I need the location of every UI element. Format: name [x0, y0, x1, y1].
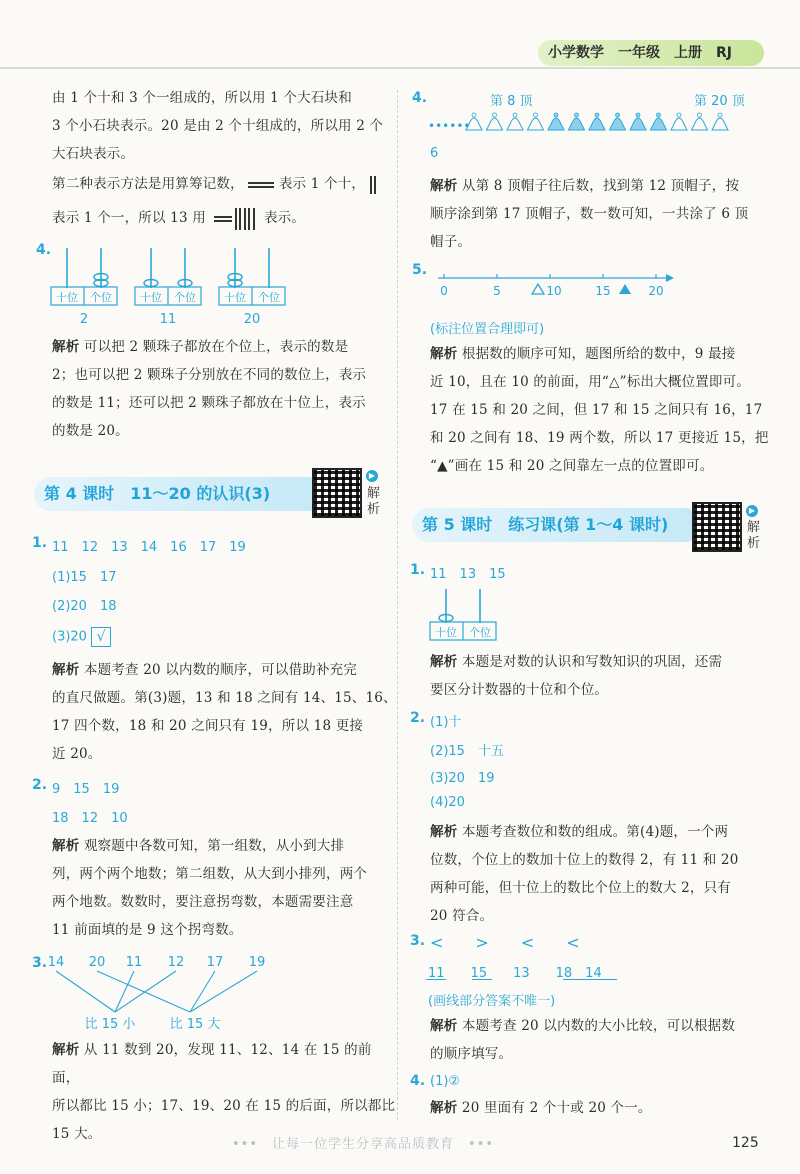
hat-icon [630, 118, 646, 130]
solid-triangle-marker [619, 284, 631, 294]
hat-pompom-icon [616, 113, 620, 117]
footer-slogan: ••• 让每一位学生分享高品质教育 ••• [232, 1137, 495, 1152]
right-q5-note: (标注位置合理即可) [430, 322, 545, 337]
abacus-2-ones-label: 个位 [174, 291, 196, 304]
abacus-2-value: 11 [159, 312, 177, 327]
abacus-group [45, 240, 295, 330]
diagram-num: 11 [125, 955, 143, 970]
column-divider [397, 90, 398, 1120]
hat-icon [712, 118, 728, 130]
right-q3-number: 3. [410, 933, 426, 949]
hat-20-label: 第 20 顶 [694, 94, 745, 109]
left-q2-number: 2. [32, 777, 48, 793]
abacus-1-ones-label: 个位 [90, 291, 112, 304]
play-icon[interactable]: ▶ [366, 470, 378, 482]
hat-pompom-icon [595, 113, 599, 117]
ones-label: 个位 [469, 626, 491, 639]
right-q3-nums: 11 15 13 18 14 [428, 966, 602, 981]
header-subject: 小学数学 一年级 上册 RJ [538, 40, 764, 66]
tick-label: 5 [493, 284, 501, 298]
underline [563, 979, 617, 980]
diagram-num: 14 [47, 955, 65, 970]
hat-pompom-icon [575, 113, 579, 117]
right-q3-note: (画线部分答案不唯一) [428, 994, 556, 1009]
section-5-title: 第 5 课时 练习课(第 1～4 课时) [412, 508, 692, 542]
left-q2-row2: 18 12 10 [52, 811, 128, 826]
tick-label: 10 [546, 284, 562, 298]
qr-code-icon[interactable] [692, 502, 742, 552]
hat-pompom-icon [493, 113, 497, 117]
left-para2: 第二种表示方法是用算筹记数， 表示 1 个十， 表示 1 个一，所以 13 用 表示。 [52, 170, 397, 232]
abacus-1-tens-label: 十位 [56, 291, 78, 304]
left-q3-number: 3. [32, 955, 48, 971]
hat-icon [528, 118, 544, 130]
right-q5-number: 5. [412, 262, 428, 278]
right-q4-answer: 6 [430, 146, 439, 161]
right-q4b-number: 4. [410, 1073, 426, 1089]
hat-pompom-icon [636, 113, 640, 117]
right-q2-number: 2. [410, 710, 426, 726]
hollow-triangle-marker [532, 284, 544, 294]
tick-label: 20 [648, 284, 664, 298]
right-q3-analysis: 解析 本题考查 20 以内数的大小比较，可以根据数 的顺序填写。 [430, 1018, 736, 1062]
right-q2-analysis: 解析 本题考查数位和数的组成。第(4)题，一个两 位数，个位上的数加十位上的数得 2，有 11 和 20 两种可能，但十位上的数比个位上的数大 2，只有 20 符合。 [430, 824, 739, 924]
tens-label: 十位 [435, 626, 457, 639]
less-than-15-label: 比 15 小 [84, 1017, 136, 1032]
header-rule [0, 67, 800, 69]
hat-icon [692, 118, 708, 130]
right-q5-analysis: 解析 根据数的顺序可知，题图所给的数中，9 最接 近 10，且在 10 的前面，用“△”标出大概位置即可。 17 在 15 和 20 之间，但 17 和 15 之间只有 16，17 和 20 之间有 18、19 两个数，所以 17 更接近 15，把 “▲”画在 15 和 20 之间靠左一点的位置即可。 [430, 346, 769, 474]
left-q1-seq: 11 12 13 14 16 17 19 [52, 540, 246, 555]
tick-label: 0 [440, 284, 448, 298]
right-q2-a3: (3)20 19 [430, 771, 495, 786]
right-q4b-answer: (1)② [430, 1074, 461, 1089]
page-number: 125 [732, 1135, 759, 1151]
right-q2-a4: (4)20 [430, 795, 465, 810]
right-q1-number: 1. [410, 562, 426, 578]
left-q1-analysis: 解析 本题考查 20 以内数的顺序，可以借助补充完 的直尺做题。第(3)题，13 和 18 之间有 14、15、16、 17 四个数，18 和 20 之间只有 19，所以 18 更接 近 20。 [52, 662, 397, 762]
compare-diagram [45, 952, 285, 1034]
hat-icon [589, 118, 605, 130]
section-5-qr-label: 解析 [747, 520, 761, 551]
right-q4b-analysis: 解析 20 里面有 2 个十或 20 个一。 [430, 1100, 652, 1116]
hat-icon [569, 118, 585, 130]
hat-icon [487, 118, 503, 130]
hat-8-label: 第 8 顶 [490, 94, 533, 109]
right-q4-number: 4. [412, 90, 428, 106]
underline [472, 979, 492, 980]
underline [426, 979, 446, 980]
hat-pompom-icon [657, 113, 661, 117]
hat-icon [610, 118, 626, 130]
left-q1-number: 1. [32, 535, 48, 551]
section-4-qr-label: 解析 [367, 486, 381, 517]
hat-pompom-icon [534, 113, 538, 117]
diagram-num: 20 [88, 955, 106, 970]
number-line [430, 264, 680, 304]
left-q1-a1: (1)15 17 [52, 570, 117, 585]
hat-pompom-icon [677, 113, 681, 117]
hat-icon [507, 118, 523, 130]
right-q1-seq: 11 13 15 [430, 567, 506, 582]
diagram-num: 12 [167, 955, 185, 970]
right-q1-analysis: 解析 本题是对数的认识和写数知识的巩固，还需 要区分计数器的十位和个位。 [430, 654, 723, 698]
left-q1-a2: (2)20 18 [52, 599, 117, 614]
hats-row [428, 104, 738, 138]
left-q2-row1: 9 15 19 [52, 782, 120, 797]
qr-code-icon[interactable] [312, 468, 362, 518]
left-para1: 由 1 个十和 3 个一组成的，所以用 1 个大石块和 3 个小石块表示。20 是由 2 个十组成的，所以用 2 个 大石块表示。 [52, 90, 384, 162]
play-icon[interactable]: ▶ [746, 505, 758, 517]
right-q3-signs: < > < < [430, 933, 580, 952]
right-q2-a2: (2)15 十五 [430, 744, 504, 759]
left-q1-a3: (3)20 √ [52, 627, 111, 647]
right-q4-analysis: 解析 从第 8 顶帽子往后数，找到第 12 顶帽子，按 顺序涂到第 17 顶帽子，数一数可知，一共涂了 6 顶 帽子。 [430, 178, 749, 250]
abacus-3-value: 20 [243, 312, 261, 327]
hat-pompom-icon [698, 113, 702, 117]
hat-icon [548, 118, 564, 130]
hat-pompom-icon [472, 113, 476, 117]
diagram-num: 19 [248, 955, 266, 970]
abacus-2-tens-label: 十位 [140, 291, 162, 304]
connector-lines [56, 971, 257, 1012]
greater-than-15-label: 比 15 大 [169, 1017, 221, 1032]
tally-ten-icon [248, 182, 274, 188]
hat-icon [651, 118, 667, 130]
right-q2-a1: (1)十 [430, 715, 462, 730]
abacus-3-tens-label: 十位 [224, 291, 246, 304]
hat-icon [671, 118, 687, 130]
tick-label: 15 [595, 284, 611, 298]
right-abacus [426, 585, 506, 645]
left-q2-analysis: 解析 观察题中各数可知，第一组数，从小到大排 列，两个两个地数；第二组数，从大到小排列，两个 两个地数。数数时，要注意拐弯数，本题需要注意 11 前面填的是 9 这个拐弯数。 [52, 838, 368, 938]
dots: •••••• [428, 119, 471, 133]
abacus-1-value: 2 [79, 312, 89, 327]
left-analysis1: 解析 可以把 2 颗珠子都放在个位上，表示的数是 2；也可以把 2 颗珠子分别放在不同的数位上，表示 的数是 11；还可以把 2 颗珠子都放在十位上，表示 的数是 20。 [52, 339, 367, 439]
hat-pompom-icon [554, 113, 558, 117]
tally-thirteen-icon [214, 208, 255, 230]
left-q4-number: 4. [36, 242, 52, 258]
check-icon: √ [91, 627, 111, 647]
tally-one-icon [370, 176, 376, 194]
hats [466, 113, 728, 130]
abacus-3-ones-label: 个位 [258, 291, 280, 304]
analysis-label: 解析 [52, 339, 80, 355]
hat-pompom-icon [513, 113, 517, 117]
left-q3-analysis: 解析 从 11 数到 20，发现 11、12、14 在 15 的前面， 所以都比 15 小；17、19、20 在 15 的后面，所以都比 15 大。 [52, 1042, 396, 1142]
hat-pompom-icon [718, 113, 722, 117]
diagram-num: 17 [206, 955, 224, 970]
section-4-title: 第 4 课时 11～20 的认识(3) [34, 477, 314, 511]
